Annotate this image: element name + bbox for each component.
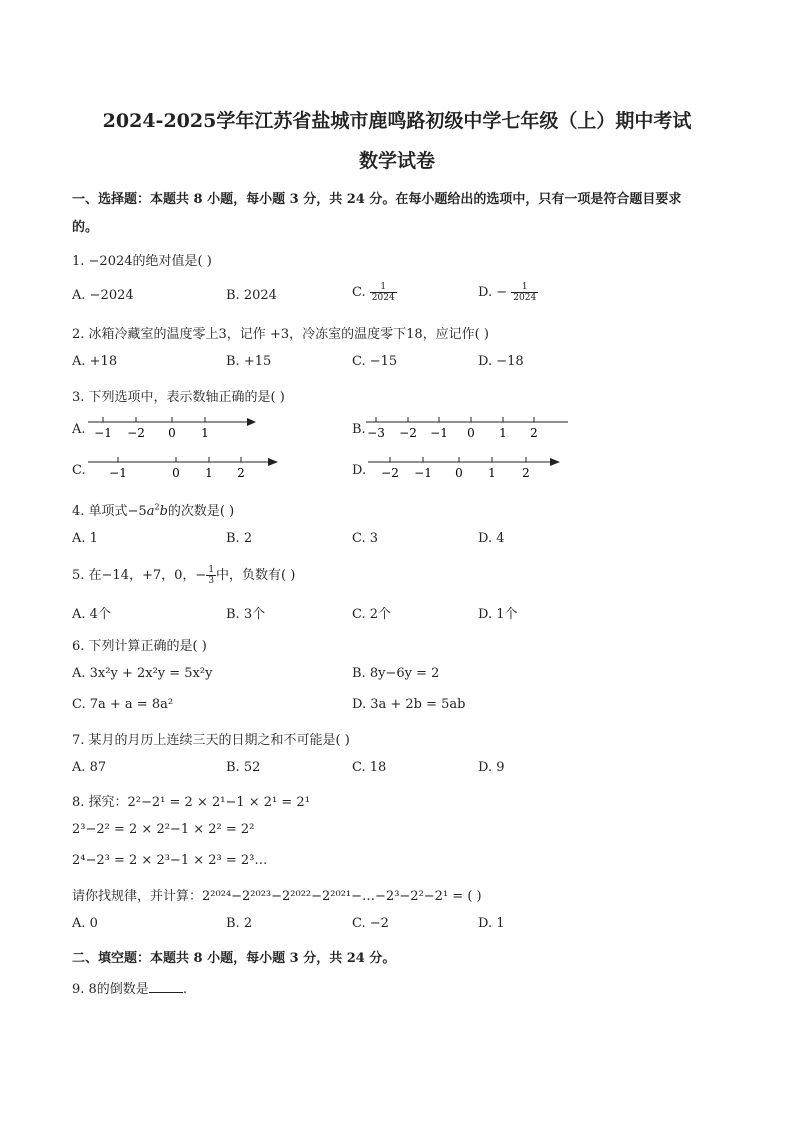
q1-option-d-fraction bbox=[511, 282, 538, 303]
q5-option-a: A. 4个 bbox=[72, 607, 111, 622]
q2-option-a: A. +18 bbox=[72, 354, 118, 369]
q5-stem-post: 中，负数有( ) bbox=[216, 568, 296, 583]
q7-option-d: D. 9 bbox=[478, 760, 505, 775]
q3-d-tick-label: −2 bbox=[381, 466, 399, 480]
q8-option-a: A. 0 bbox=[72, 916, 98, 931]
page-title-line1: 2024-2025学年江苏省盐城市鹿鸣路初级中学七年级（上）期中考试 bbox=[102, 110, 692, 132]
q1-stem: 1. −2024的绝对值是( ) bbox=[72, 254, 212, 269]
q9-stem-pre: 9. 8的倒数是 bbox=[72, 982, 149, 997]
q3-number-line-c bbox=[86, 452, 282, 482]
q4-option-b: B. 2 bbox=[226, 531, 253, 546]
q2-stem: 2. 冰箱冷藏室的温度零上3，记作 +3，冷冻室的温度零下18，应记作( ) bbox=[72, 327, 489, 342]
q8-line-4: 请你找规律，并计算：2²⁰²⁴−2²⁰²³−2²⁰²²−2²⁰²¹−…−2³−2²−2¹ = ( ) bbox=[72, 889, 482, 904]
q6-option-c: C. 7a + a = 8a² bbox=[72, 697, 174, 712]
q8-option-d: D. 1 bbox=[478, 916, 505, 931]
q3-d-tick-label: 2 bbox=[522, 466, 530, 480]
q3-option-d: D. bbox=[352, 463, 367, 478]
q9-stem-post: . bbox=[182, 982, 187, 997]
q7-stem: 7. 某月的月历上连续三天的日期之和不可能是( ) bbox=[72, 733, 350, 748]
q5-numerator: 1 bbox=[208, 565, 215, 575]
q3-b-tick-label: −1 bbox=[430, 426, 448, 440]
q3-number-line-a bbox=[86, 412, 262, 442]
q2-option-c: C. −15 bbox=[352, 354, 398, 369]
q4-option-d: D. 4 bbox=[478, 531, 505, 546]
q6-option-a: A. 3x²y + 2x²y = 5x²y bbox=[72, 666, 213, 681]
q1-option-a: A. −2024 bbox=[72, 288, 134, 303]
q3-option-b: B. bbox=[352, 422, 366, 437]
q1-option-c bbox=[352, 282, 397, 303]
q6-option-d: D. 3a + 2b = 5ab bbox=[352, 697, 466, 712]
q3-b-tick-label: 0 bbox=[467, 426, 475, 440]
q8-option-c: C. −2 bbox=[352, 916, 389, 931]
q8-line-2: 2³−2² = 2 × 2²−1 × 2² = 2² bbox=[72, 822, 255, 837]
q3-d-tick-label: 0 bbox=[455, 466, 463, 480]
section2-instructions: 二、填空题：本题共 8 小题，每小题 3 分，共 24 分。 bbox=[72, 951, 396, 966]
q1-d-denominator: 2024 bbox=[513, 293, 537, 303]
q3-c-tick-label: −1 bbox=[109, 466, 127, 480]
q5-stem-pre: 5. 在−14，+7，0，− bbox=[72, 568, 207, 583]
q3-a-tick-label: −2 bbox=[127, 426, 145, 440]
q5-stem bbox=[72, 564, 295, 586]
q4-var-a: a bbox=[146, 504, 155, 519]
q1-c-denominator: 2024 bbox=[371, 293, 395, 303]
q3-stem: 3. 下列选项中，表示数轴正确的是( ) bbox=[72, 390, 285, 405]
q6-stem: 6. 下列计算正确的是( ) bbox=[72, 639, 207, 654]
q4-option-c: C. 3 bbox=[352, 531, 379, 546]
q3-a-tick-label: 1 bbox=[201, 426, 209, 440]
q3-a-tick-label: 0 bbox=[168, 426, 176, 440]
q4-stem-pre: 4. 单项式−5 bbox=[72, 504, 147, 519]
q7-option-a: A. 87 bbox=[72, 760, 107, 775]
q1-option-b: B. 2024 bbox=[226, 288, 277, 303]
q3-option-c: C. bbox=[72, 463, 86, 478]
q3-d-tick-label: 1 bbox=[488, 466, 496, 480]
q5-option-c: C. 2个 bbox=[352, 607, 392, 622]
q5-denominator: 3 bbox=[208, 576, 215, 586]
q3-c-tick-label: 2 bbox=[237, 466, 245, 480]
q2-option-b: B. +15 bbox=[226, 354, 272, 369]
q1-option-c-label: C. bbox=[352, 285, 366, 300]
q3-number-line-b bbox=[364, 412, 572, 442]
q7-option-b: B. 52 bbox=[226, 760, 261, 775]
q3-c-tick-label: 1 bbox=[205, 466, 213, 480]
q1-option-c-fraction bbox=[370, 282, 397, 303]
q4-var-b: b bbox=[159, 504, 168, 519]
q1-d-numerator: 1 bbox=[511, 282, 538, 293]
q9-stem bbox=[72, 978, 187, 997]
q3-number-line-d bbox=[366, 452, 564, 482]
q6-option-b: B. 8y−6y = 2 bbox=[352, 666, 440, 681]
q4-stem bbox=[72, 500, 234, 519]
q3-d-tick-label: −1 bbox=[414, 466, 432, 480]
q8-option-b: B. 2 bbox=[226, 916, 253, 931]
q1-option-d-label: D. − bbox=[478, 285, 508, 300]
section1-instructions-cont: 的。 bbox=[72, 220, 99, 235]
q3-b-tick-label: −3 bbox=[367, 426, 385, 440]
q5-fraction bbox=[206, 565, 216, 586]
q1-option-d bbox=[478, 282, 538, 303]
q4-exponent: 2 bbox=[154, 502, 160, 512]
q4-option-a: A. 1 bbox=[72, 531, 98, 546]
q1-c-numerator: 1 bbox=[370, 282, 397, 293]
q8-line-3: 2⁴−2³ = 2 × 2³−1 × 2³ = 2³… bbox=[72, 853, 268, 868]
q7-option-c: C. 18 bbox=[352, 760, 387, 775]
q3-c-tick-label: 0 bbox=[172, 466, 180, 480]
q5-option-d: D. 1个 bbox=[478, 607, 518, 622]
page-title-line2: 数学试卷 bbox=[358, 150, 435, 172]
q3-b-tick-label: 2 bbox=[530, 426, 538, 440]
q3-b-tick-label: 1 bbox=[499, 426, 507, 440]
q2-option-d: D. −18 bbox=[478, 354, 524, 369]
q3-b-tick-label: −2 bbox=[399, 426, 417, 440]
q8-line-1: 8. 探究：2²−2¹ = 2 × 2¹−1 × 2¹ = 2¹ bbox=[72, 795, 310, 810]
q3-a-tick-label: −1 bbox=[94, 426, 112, 440]
q3-option-a: A. bbox=[72, 422, 86, 437]
q5-option-b: B. 3个 bbox=[226, 607, 266, 622]
q9-answer-blank bbox=[149, 982, 183, 993]
q4-stem-post: 的次数是( ) bbox=[167, 504, 235, 519]
section1-instructions: 一、选择题：本题共 8 小题，每小题 3 分，共 24 分。在每小题给出的选项中，只有一项是符合题目要求 bbox=[72, 192, 682, 207]
